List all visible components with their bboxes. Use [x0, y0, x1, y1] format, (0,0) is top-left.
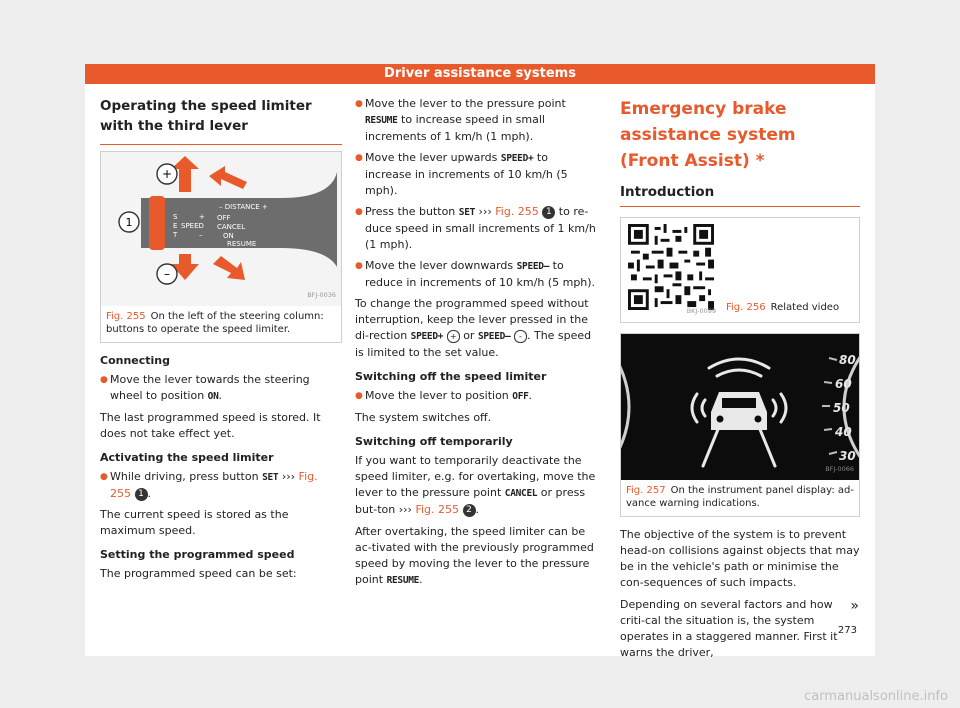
- direction-tag: +: [447, 330, 460, 343]
- paragraph: Depending on several factors and how criti-cal the situation is, the system operates in a staggered manner. First it warns the driver,: [620, 598, 838, 659]
- figure-255-image: [101, 152, 341, 306]
- key-resume: RESUME: [365, 115, 398, 126]
- paragraph: The last programmed speed is stored. It does not take effect yet.: [100, 411, 321, 440]
- subheading: Introduction: [620, 182, 860, 207]
- page-number: 273: [837, 625, 857, 636]
- gauge-label-50: 50: [833, 401, 850, 415]
- callout-1-label: 1: [125, 216, 133, 229]
- callout-number: 1: [135, 488, 148, 501]
- label-connecting: Connecting: [100, 354, 171, 367]
- lever-text-distance: – DISTANCE +: [219, 203, 268, 211]
- figure-255: [100, 151, 342, 343]
- lever-text-minus: –: [199, 231, 203, 239]
- key-on: ON: [207, 391, 219, 402]
- bullet-item: ● Move the lever to position OFF.: [355, 388, 597, 405]
- gauge-label-80: 80: [839, 353, 856, 367]
- lever-text-plus: +: [199, 213, 205, 221]
- qr-code-icon: [628, 224, 714, 310]
- bullet-icon: ●: [355, 261, 363, 271]
- gauge-label-60: 60: [835, 377, 852, 391]
- bullet-icon: ●: [355, 153, 363, 163]
- section-header: Driver assistance systems: [85, 64, 875, 84]
- lever-text-e: E: [173, 222, 178, 230]
- bullet-icon: ●: [100, 375, 108, 385]
- callout-plus-label: +: [161, 167, 173, 181]
- figure-caption: [621, 480, 859, 516]
- arrow-downright-icon: [213, 256, 245, 280]
- label-activating: Activating the speed limiter: [100, 451, 274, 464]
- steering-lever-illustration: [101, 152, 341, 306]
- bullet-item: ● While driving, press button SET ››› Fig. 255 1 .: [100, 470, 318, 500]
- callout-number: 1: [542, 206, 555, 219]
- bullet-item: ● Move the lever towards the steering wheel to position ON.: [100, 372, 342, 405]
- label-switch-off: Switching off the speed limiter: [355, 370, 547, 383]
- bullet-icon: ●: [355, 207, 363, 217]
- gauge-left-arc: [621, 344, 629, 470]
- figure-reference-link[interactable]: Fig. 255: [415, 503, 460, 516]
- section-heading: Operating the speed limiter with the third lever: [100, 96, 342, 145]
- warning-wave-icon: [709, 359, 769, 368]
- gauge-label-40: 40: [835, 425, 852, 439]
- key-off: OFF: [512, 391, 529, 402]
- figure-256: [620, 217, 860, 323]
- figure-caption-text: On the instrument panel display: ad-vance warning indications.: [626, 485, 854, 509]
- key-cancel: CANCEL: [504, 488, 538, 499]
- figure-label: Fig. 256: [726, 302, 766, 313]
- bullet-icon: ●: [100, 472, 108, 482]
- paragraph: If you want to temporarily deactivate the speed limiter, e.g. for overtaking, move the lever to the pressure point CANCEL or press but-ton ››› Fig. 255 2 .: [355, 454, 596, 516]
- key-speed-minus: SPEED–: [516, 261, 550, 272]
- key-set: SET: [262, 472, 279, 483]
- bullet-item: ● Move the lever upwards SPEED+ to increase in increments of 10 km/h (5 mph).: [355, 151, 568, 197]
- paragraph: To change the programmed speed without interruption, keep the lever pressed in the di-rection SPEED+ + or SPEED– - . The speed is limited to the set value.: [355, 297, 592, 359]
- continue-arrow-icon: »: [850, 598, 859, 614]
- figure-code: BFJ-0066: [825, 465, 854, 473]
- key-speed-plus: SPEED+: [500, 153, 534, 164]
- instrument-display-image: [621, 334, 859, 480]
- paragraph: The programmed speed can be set:: [100, 567, 297, 580]
- callout-number: 2: [463, 504, 476, 517]
- figure-257: [620, 333, 860, 517]
- figure-caption: [721, 297, 844, 322]
- figure-label: Fig. 257: [626, 485, 666, 496]
- lever-tip: [149, 196, 165, 250]
- lever-text-cancel: CANCEL: [217, 223, 246, 231]
- figure-code: BKJ-0099: [686, 307, 716, 315]
- key-resume: RESUME: [386, 575, 420, 586]
- watermark: carmanualsonline.info: [804, 689, 948, 704]
- chapter-heading: Emergency brake assistance system (Front Assist) *: [620, 99, 796, 171]
- arrow-upright-icon: [209, 166, 247, 189]
- direction-tag: -: [514, 330, 527, 343]
- bullet-icon: ●: [355, 391, 363, 401]
- front-assist-warning-illustration: [621, 334, 859, 480]
- key-speed-minus: SPEED–: [477, 331, 511, 342]
- lever-text-s: S: [173, 213, 178, 221]
- column-right: [620, 96, 860, 667]
- column-middle: [355, 96, 597, 595]
- figure-caption: [101, 306, 341, 342]
- figure-reference-link[interactable]: Fig. 255: [495, 205, 539, 218]
- lever-text-off: OFF: [217, 214, 231, 222]
- manual-page: [85, 64, 875, 659]
- qr-code-box[interactable]: [621, 218, 721, 322]
- column-left: [100, 96, 342, 588]
- figure-label: Fig. 255: [106, 311, 146, 322]
- key-set: SET: [458, 207, 476, 218]
- bullet-item: ● Press the button SET ››› Fig. 255 1 to re-duce speed in small increments of 1 km/h (1 mph).: [355, 205, 596, 251]
- gauge-label-30: 30: [839, 449, 856, 463]
- key-speed-plus: SPEED+: [410, 331, 444, 342]
- paragraph: The current speed is stored as the maximum speed.: [100, 508, 289, 537]
- figure-code: BFJ-0036: [307, 291, 336, 299]
- lever-text-resume: RESUME: [227, 240, 257, 248]
- paragraph: The objective of the system is to prevent head-on collisions against objects that may be in the vehicle's path or minimise the con-sequences of such impacts.: [620, 528, 860, 589]
- bullet-icon: ●: [355, 99, 363, 109]
- lever-text-on: ON: [223, 232, 234, 240]
- label-setting: Setting the programmed speed: [100, 548, 295, 561]
- paragraph: The system switches off.: [355, 411, 492, 424]
- figure-caption-text: On the left of the steering column: buttons to operate the speed limiter.: [106, 311, 324, 335]
- figure-reference-link[interactable]: Fig. 255: [110, 470, 318, 500]
- car-icon: [711, 392, 767, 430]
- bullet-item: ● Move the lever to the pressure point RESUME to increase speed in small increments of 1 km/h (1 mph).: [355, 97, 566, 143]
- callout-minus-label: –: [164, 267, 170, 281]
- lever-text-t: T: [173, 231, 178, 239]
- figure-caption-text: Related video: [770, 302, 840, 313]
- bullet-item: ● Move the lever downwards SPEED– to reduce in increments of 10 km/h (5 mph).: [355, 259, 596, 289]
- label-switch-off-temporarily: Switching off temporarily: [355, 435, 513, 448]
- lever-text-speed: SPEED: [181, 222, 204, 230]
- paragraph: After overtaking, the speed limiter can be ac-tivated with the previously programmed speed by moving the lever to the pressure point RESUME.: [355, 525, 594, 586]
